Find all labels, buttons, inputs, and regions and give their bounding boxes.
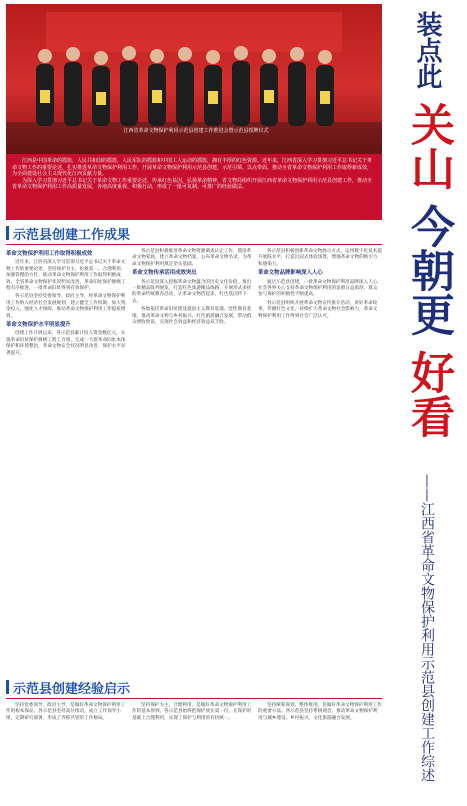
- section1-column-1: [6, 248, 126, 668]
- paragraph: 坚持保护为主、合理利用，是做好革命文物保护利用工作的基本原则。各示范县始终把保护放在第一位，在保护的基础上合理利用，实现了保护与利用的有机统一。: [132, 702, 252, 720]
- section2-column-3: [258, 702, 382, 802]
- headline-line-1: 装点此: [412, 11, 442, 89]
- paragraph: 各示范县组织开展革命文物宣传推介活动，讲好革命故事，传播红色文化，持续扩大革命文物社会影响力，革命文物保护利用工作得到社会广泛认可。: [258, 299, 378, 318]
- paragraph: 各示范县积极推进革命文物资源调查认定工作，摸清革命文物家底，建立革命文物档案，公布革命文物名录，为革命文物保护利用奠定坚实基础。: [132, 248, 252, 266]
- paragraph: 各地依托革命旧址建设爱国主义教育基地、党性教育基地，推动革命文物与乡村振兴、红色旅游融合发展，带动群众增收致富，实现社会效益和经济效益双丰收。: [132, 306, 252, 325]
- section1-column-2: [132, 248, 252, 668]
- headline-subtitle: ——江西省革命文物保护利用示范县创建工作综述: [419, 474, 435, 782]
- section2-column-1: [6, 702, 126, 802]
- section-title-achievements: 示范县创建工作成果: [6, 224, 130, 242]
- vertical-headline: [386, 4, 462, 800]
- paragraph: 坚持统筹谋划、整体推进，是做好革命文物保护利用工作的重要方法。各示范县坚持系统观念，推动革命文物保护利用与城乡建设、乡村振兴、文化旅游融合发展。: [258, 702, 382, 720]
- intro-paragraph-1: 江西是中国革命的摇篮，人民共和国的摇篮，人民军队的摇篮和中国工人运动的摇篮，拥有丰厚的红色资源。近年来，江西省深入学习贯彻习近平总书记关于革命文物工作的重要论述，扎实推进革命文物保护利用工作，开展革命文物保护利用示范县创建，示范引领、以点带面，推动全省革命文物保护利用工作取得新成效，为全面建设社会主义现代化江西贡献力量。: [12, 158, 373, 178]
- intro-block: [6, 154, 382, 220]
- subheading: 革命文物保护利用工作取得积极成效: [6, 251, 93, 257]
- paragraph: 创建工作开展以来，各示范县累计投入资金数亿元，实施革命旧址保护修缮工程上百项，完成一大批革命旧址本体保护和环境整治，革命文物安全状况明显改善，保护水平显著提升。: [6, 330, 126, 355]
- headline-line-4: 好看: [403, 350, 454, 438]
- paragraph: 近年来，江西省深入学习贯彻习近平总书记关于革命文物工作的重要论述，坚持保护为主、抢救第一、合理利用、加强管理的方针，推动革命文物保护利用工作取得积极成效。全省革命文物保护状况明显改善，革命旧址保护修缮工程有序推进，一批革命旧址得到有效保护。: [6, 259, 126, 291]
- paragraph: 各示范县深入挖掘革命文物蕴含的历史文化价值，推出一批精品陈列展览，打造红色旅游精品线路，开展形式多样的革命传统教育活动，让革命文物活起来，红色基因传下去。: [132, 278, 252, 303]
- section2-column-2: [132, 702, 252, 802]
- section-divider: [6, 244, 382, 245]
- paragraph: 坚持党委领导、政府主导，是做好革命文物保护利用工作的根本保证。各示范县坚持高位推动，成立工作领导小组，定期研究部署，形成了齐抓共管的工作格局。: [6, 702, 126, 720]
- section-bar-icon: [6, 226, 9, 240]
- hero-caption: 江西省革命文物保护利用示范县创建工作推进会暨示范县授牌仪式: [123, 128, 269, 134]
- subheading: 革命文物保护水平明显提升: [6, 322, 71, 329]
- subheading: 革命文物传承活用成效突出: [132, 270, 197, 277]
- paragraph: 通过示范县创建，一批革命文物保护利用品牌深入人心，社会各界关心支持革命文物保护利用的氛围日益浓厚，群众参与保护的积极性不断提高。: [258, 278, 382, 297]
- section-bar-icon: [6, 680, 9, 694]
- section-divider: [6, 698, 382, 699]
- intro-paragraph-2: 为深入学习贯彻习近平总书记关于革命文物工作重要论述，传承红色基因，弘扬革命精神，省文物局组织开展江西省革命文物保护利用示范县创建工作，推动全省革命文物保护利用工作高质量发展，各地高度重视、积极行动，形成了一批可复制、可推广的经验做法。: [12, 177, 373, 191]
- headline-line-2: 关山: [403, 102, 454, 190]
- paragraph: 各示范县坚持党委领导、政府主导，将革命文物保护利用工作纳入经济社会发展规划，建立健全工作机制，加大资金投入，强化人才保障，推动革命文物保护利用工作提质增效。: [6, 293, 126, 318]
- paragraph: 各示范县积极创新革命文物展示方式，运用数字化技术提升展陈水平，打造沉浸式体验场景，增强革命文物的吸引力和感染力。: [258, 248, 382, 266]
- headline-line-3: 今朝更: [403, 204, 454, 336]
- section-title-lessons: 示范县创建经验启示: [6, 678, 130, 696]
- subheading: 革命文物品牌影响深入人心: [258, 270, 323, 277]
- section1-column-3: [258, 248, 382, 668]
- hero-photo: [6, 4, 382, 154]
